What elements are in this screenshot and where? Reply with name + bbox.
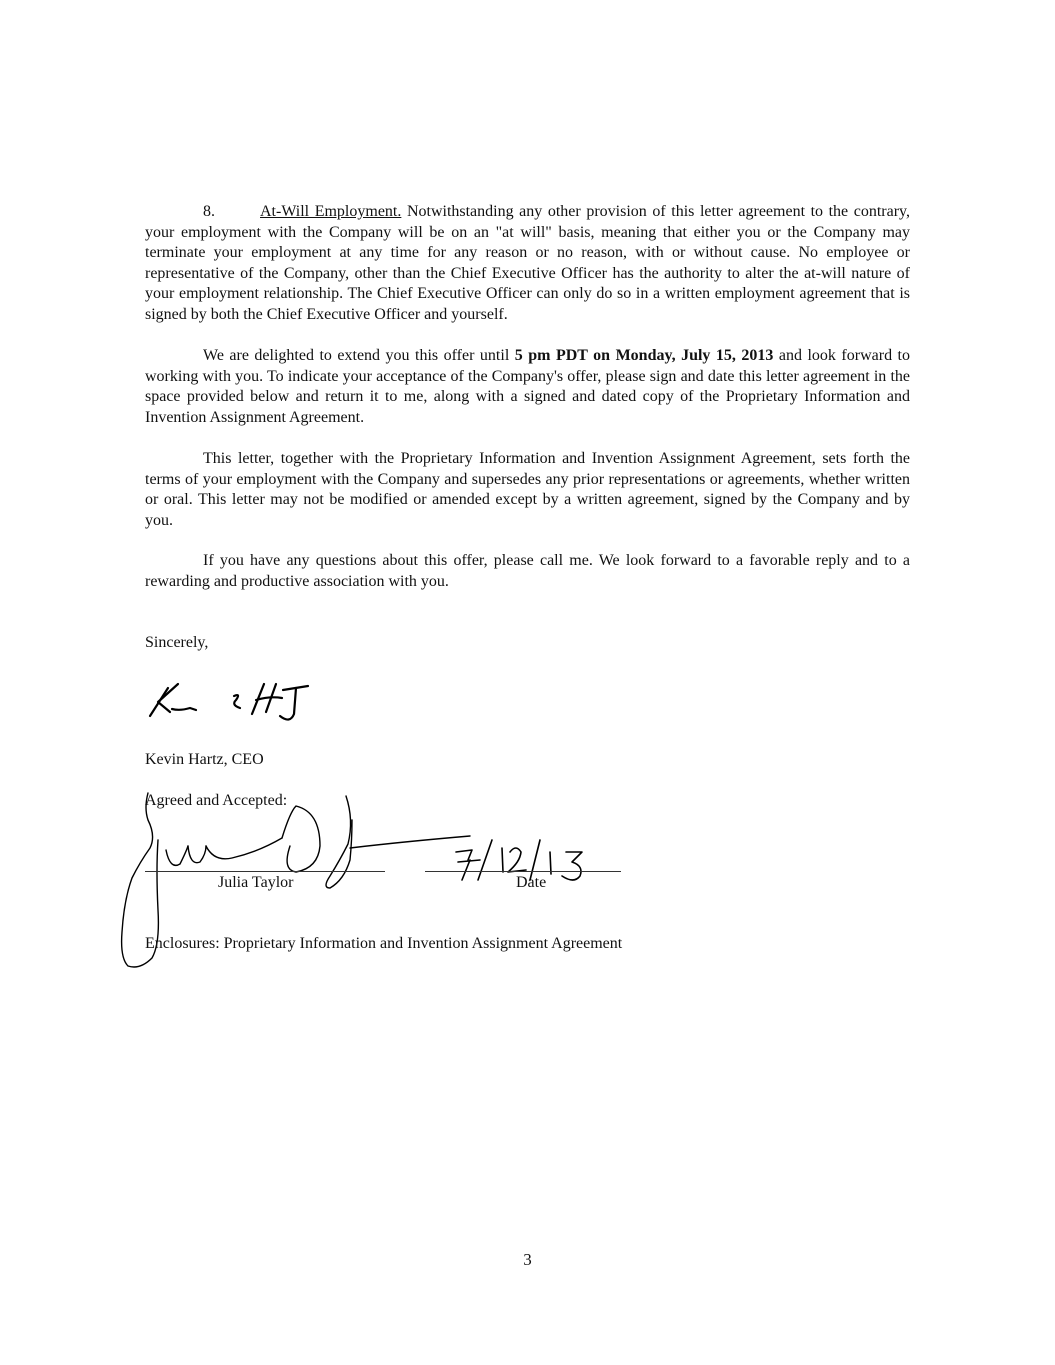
- section-number: 8.: [203, 203, 215, 220]
- date-label: Date: [516, 874, 547, 891]
- enclosures: Enclosures: Proprietary Information and Invention Assignment Agreement: [145, 935, 623, 952]
- questions-text: If you have any questions about this offer, please call me. We look forward to a favorable reply and to a rewarding and productive association with you.: [145, 552, 910, 590]
- closing: Sincerely,: [145, 634, 209, 651]
- signer-name: Kevin Hartz, CEO: [145, 751, 264, 768]
- section-heading: At-Will Employment.: [260, 203, 402, 220]
- offer-text-end: and look forward to working with you. To indicate your acceptance of the Company's offer, please sign and date this letter agreement in the space provided below and return it to me, along with a signed and dated copy of the Proprietary Information and Invention Assignment Agreement.: [145, 347, 911, 426]
- employee-name-label: Julia Taylor: [218, 874, 294, 891]
- offer-text-start: We are delighted to extend you this offer until: [203, 347, 515, 364]
- employee-signature-line: [145, 871, 385, 872]
- date-line: [425, 871, 621, 872]
- page-number: 3: [523, 1250, 532, 1269]
- section-body: Notwithstanding any other provision of this letter agreement to the contrary, your employment with the Company will be on an "at will" basis, meaning that either you or the Company may terminate your employment at any time for any reason or no reason, with or without cause. No employee or representative of the Company, other than the Chief Executive Officer has the authority to alter the at-will nature of your employment relationship. The Chief Executive Officer can only do so in a written employment agreement that is signed by both the Chief Executive Officer and yourself.: [145, 203, 910, 323]
- offer-deadline: 5 pm PDT on Monday, July 15, 2013: [514, 347, 774, 364]
- ceo-signature: [150, 684, 308, 720]
- terms-text: This letter, together with the Proprietary Information and Invention Assignment Agreement, sets forth the terms of your employment with the Company and supersedes any prior representations or agreements, whether written or oral. This letter may not be modified or amended except by a written agreement, signed by the Company and by you.: [145, 450, 910, 529]
- agreed-and-accepted: Agreed and Accepted:: [145, 792, 288, 809]
